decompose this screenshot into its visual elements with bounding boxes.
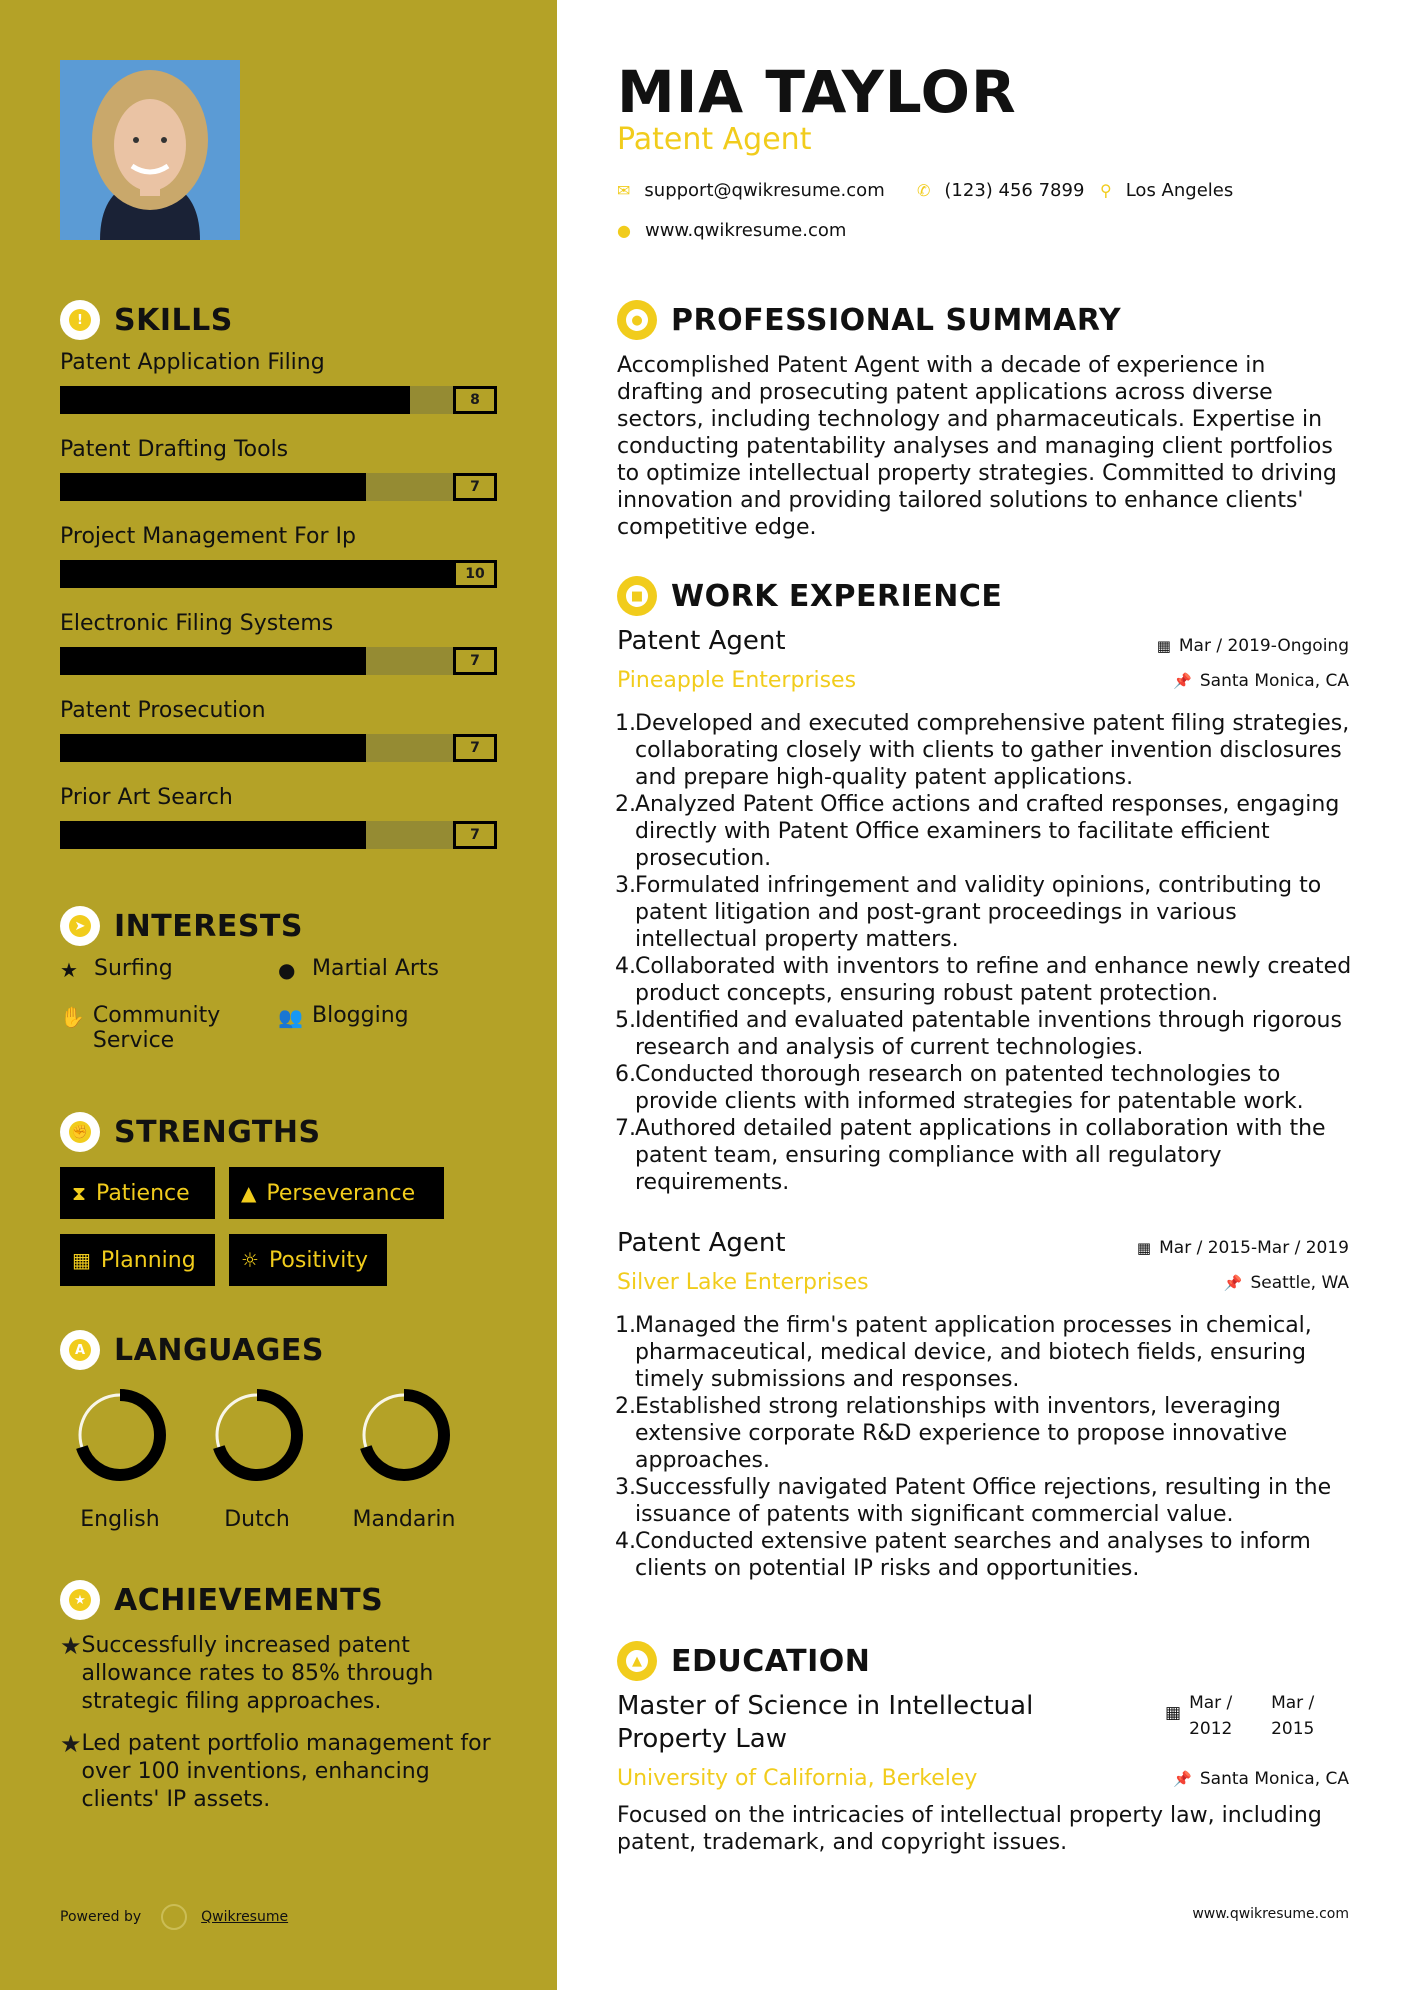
calendar-icon: ▦ — [1136, 1239, 1152, 1257]
skill-bar — [60, 560, 497, 588]
achievement-item: ★ Successfully increased patent allowance rates to 85% through strategic filing approaches. — [60, 1632, 434, 1714]
graduation-icon: ▲ — [617, 1641, 657, 1681]
powered-by-link[interactable]: Qwikresume — [201, 1909, 289, 1925]
main-content — [557, 0, 1407, 1990]
skill-bar-fill — [60, 821, 366, 849]
list-item: 7. Authored detailed patent applications in collaboration with the patent team, ensuring compliance with all regulatory requirements. — [615, 1116, 1326, 1195]
list-item: 2. Established strong relationships with inventors, leveraging extensive corporate R&D experience to propose innovative approaches. — [615, 1394, 1288, 1473]
interests-heading: ➤ INTERESTS — [60, 906, 303, 946]
office-chair-icon: ■ — [617, 576, 657, 616]
language-item: English — [60, 1385, 180, 1499]
contact-website[interactable]: ● www.qwikresume.com — [617, 220, 847, 241]
list-item: 1. Developed and executed comprehensive patent filing strategies, collaborating closely with clients to gather invention disclosures and prepare high-quality patent applications. — [615, 711, 1350, 790]
skill-bar — [60, 386, 497, 414]
language-icon: A — [60, 1330, 100, 1370]
company-name: Silver Lake Enterprises — [617, 1270, 869, 1295]
job-location: 📌 Seattle, WA — [1223, 1273, 1349, 1293]
summary-heading: ● PROFESSIONAL SUMMARY — [617, 300, 1121, 340]
skill-bar — [60, 821, 497, 849]
strengths-heading: ✊ STRENGTHS — [60, 1112, 321, 1152]
skill-bar — [60, 473, 497, 501]
skill-bar — [60, 647, 497, 675]
qwikresume-logo-icon — [161, 1904, 187, 1930]
road-icon: ▲ — [241, 1181, 257, 1205]
interest-item: 👥 Blogging — [278, 1003, 409, 1029]
achievement-item: ★ Led patent portfolio management for over 100 inventions, enhancing clients' IP assets. — [60, 1730, 491, 1812]
list-item: 4. Conducted extensive patent searches and analyses to inform clients on potential IP risks and opportunities. — [615, 1529, 1311, 1581]
degree-title: Master of Science in Intellectual Property Law — [617, 1691, 1034, 1754]
language-ring — [197, 1385, 317, 1495]
language-item: Mandarin — [344, 1385, 464, 1499]
contact-email[interactable]: ✉ support@qwikresume.com — [617, 180, 885, 201]
trophy-star-icon: ★ — [60, 1730, 82, 1758]
experience-heading: ■ WORK EXPERIENCE — [617, 576, 1002, 616]
star-badge-icon: ★ — [60, 1580, 100, 1620]
trophy-star-icon: ★ — [60, 1632, 82, 1660]
list-item: 6. Conducted thorough research on patented technologies to provide clients with informed strategies for patentable work. — [615, 1062, 1304, 1114]
pin-icon: 📌 — [1173, 1770, 1192, 1788]
footer-url[interactable]: www.qwikresume.com — [1192, 1906, 1349, 1922]
company-name: Pineapple Enterprises — [617, 668, 857, 693]
education-heading: ▲ EDUCATION — [617, 1641, 870, 1681]
languages-heading: A LANGUAGES — [60, 1330, 324, 1370]
sun-icon: ☼ — [241, 1248, 259, 1272]
skill-level: 7 — [453, 473, 497, 501]
star-icon: ★ — [60, 958, 78, 982]
contact-phone[interactable]: ✆ (123) 456 7899 — [917, 180, 1085, 201]
paper-plane-icon: ➤ — [60, 906, 100, 946]
envelope-icon: ✉ — [617, 181, 631, 200]
interest-item: ● Martial Arts — [278, 956, 440, 982]
hand-icon: ✋ — [60, 1005, 85, 1029]
skill-bar-fill — [60, 647, 366, 675]
user-icon: ● — [617, 300, 657, 340]
skill-bar-fill — [60, 560, 497, 588]
strength-badge: ▦ Planning — [60, 1234, 215, 1286]
job-bullets — [617, 1312, 1365, 1582]
phone-icon: ✆ — [917, 181, 931, 200]
list-item: 3. Successfully navigated Patent Office rejections, resulting in the issuance of patents with significant commercial value. — [615, 1475, 1332, 1527]
strength-badge: ▲ Perseverance — [229, 1167, 444, 1219]
sidebar — [0, 0, 557, 1990]
achievements-heading: ★ ACHIEVEMENTS — [60, 1580, 383, 1620]
interest-item: ✋ Community Service — [60, 1003, 221, 1053]
strength-badge: ⧗ Patience — [60, 1167, 215, 1219]
skill-bar-fill — [60, 734, 366, 762]
job-bullets — [617, 710, 1365, 1196]
fist-icon: ✊ — [60, 1112, 100, 1152]
calendar-icon: ▦ — [1165, 1703, 1182, 1723]
skill-item: Patent Prosecution 7 — [60, 698, 497, 723]
globe-icon: ● — [278, 958, 296, 982]
list-item: 1. Managed the firm's patent application processes in chemical, pharmaceutical, medical device, and biotech fields, ensuring timely submissions and responses. — [615, 1313, 1312, 1392]
pin-icon: 📌 — [1173, 672, 1192, 690]
summary-text: Accomplished Patent Agent with a decade of experience in drafting and prosecuting patent applications across diverse sectors, including technology and pharmaceuticals. Expertise in conducting patentability analyses and managing client portfolios to optimize intellectual property strategies. Committed to driving innovation and providing tailored solutions to enhance clients' competitive edge. — [617, 353, 1337, 540]
map-pin-icon: ⚲ — [1100, 181, 1112, 200]
language-item: Dutch — [197, 1385, 317, 1499]
skill-bar-fill — [60, 473, 366, 501]
education-description: Focused on the intricacies of intellectual property law, including patent, trademark, and copyright issues. — [617, 1803, 1322, 1855]
powered-by: Powered by Qwikresume — [60, 1904, 288, 1930]
pin-icon: 📌 — [1223, 1274, 1243, 1292]
job-dates: ▦ Mar / 2015-Mar / 2019 — [1136, 1238, 1349, 1258]
skill-level: 8 — [453, 386, 497, 414]
school-name: University of California, Berkeley — [617, 1766, 978, 1791]
job-title: Patent Agent — [617, 626, 786, 656]
contact-location: ⚲ Los Angeles — [1100, 180, 1234, 201]
job-title: Patent Agent — [617, 1228, 786, 1258]
skill-level: 7 — [453, 647, 497, 675]
interest-item: ★ Surfing — [60, 956, 173, 982]
list-item: 3. Formulated infringement and validity opinions, contributing to patent litigation and post-grant proceedings in various intellectual property matters. — [615, 873, 1322, 952]
skill-bar-fill — [60, 386, 410, 414]
skill-item: Electronic Filing Systems 7 — [60, 611, 497, 636]
skill-level: 7 — [453, 821, 497, 849]
users-icon: 👥 — [278, 1005, 303, 1029]
education-location: 📌 Santa Monica, CA — [1173, 1769, 1349, 1789]
candidate-role: Patent Agent — [617, 122, 812, 157]
strength-badge: ☼ Positivity — [229, 1234, 387, 1286]
list-item: 4. Collaborated with inventors to refine and enhance newly created product concepts, ensuring robust patent protection. — [615, 954, 1352, 1006]
job-location: 📌 Santa Monica, CA — [1173, 671, 1349, 691]
education-dates: ▦ Mar / 2012 Mar / 2015 — [1165, 1690, 1341, 1742]
profile-photo — [60, 60, 240, 240]
lightbulb-icon: ! — [60, 300, 100, 340]
candidate-name: MIA TAYLOR — [617, 58, 1017, 126]
skill-item: Project Management For Ip 10 — [60, 524, 497, 549]
skills-heading: ! SKILLS — [60, 300, 233, 340]
list-item: 2. Analyzed Patent Office actions and crafted responses, engaging directly with Patent Office examiners to facilitate efficient prosecution. — [615, 792, 1340, 871]
list-item: 5. Identified and evaluated patentable inventions through rigorous research and analysis of current technologies. — [615, 1008, 1342, 1060]
skill-level: 10 — [453, 560, 497, 588]
skill-level: 7 — [453, 734, 497, 762]
skill-item: Patent Application Filing 8 — [60, 350, 497, 375]
skill-bar — [60, 734, 497, 762]
language-ring — [344, 1385, 464, 1495]
globe-icon: ● — [617, 221, 631, 240]
skill-item: Prior Art Search 7 — [60, 785, 497, 810]
calendar-icon: ▦ — [1156, 637, 1171, 655]
skill-item: Patent Drafting Tools 7 — [60, 437, 497, 462]
hourglass-icon: ⧗ — [72, 1181, 87, 1205]
calendar-icon: ▦ — [72, 1248, 91, 1272]
language-ring — [60, 1385, 180, 1495]
job-dates: ▦ Mar / 2019-Ongoing — [1156, 636, 1349, 656]
